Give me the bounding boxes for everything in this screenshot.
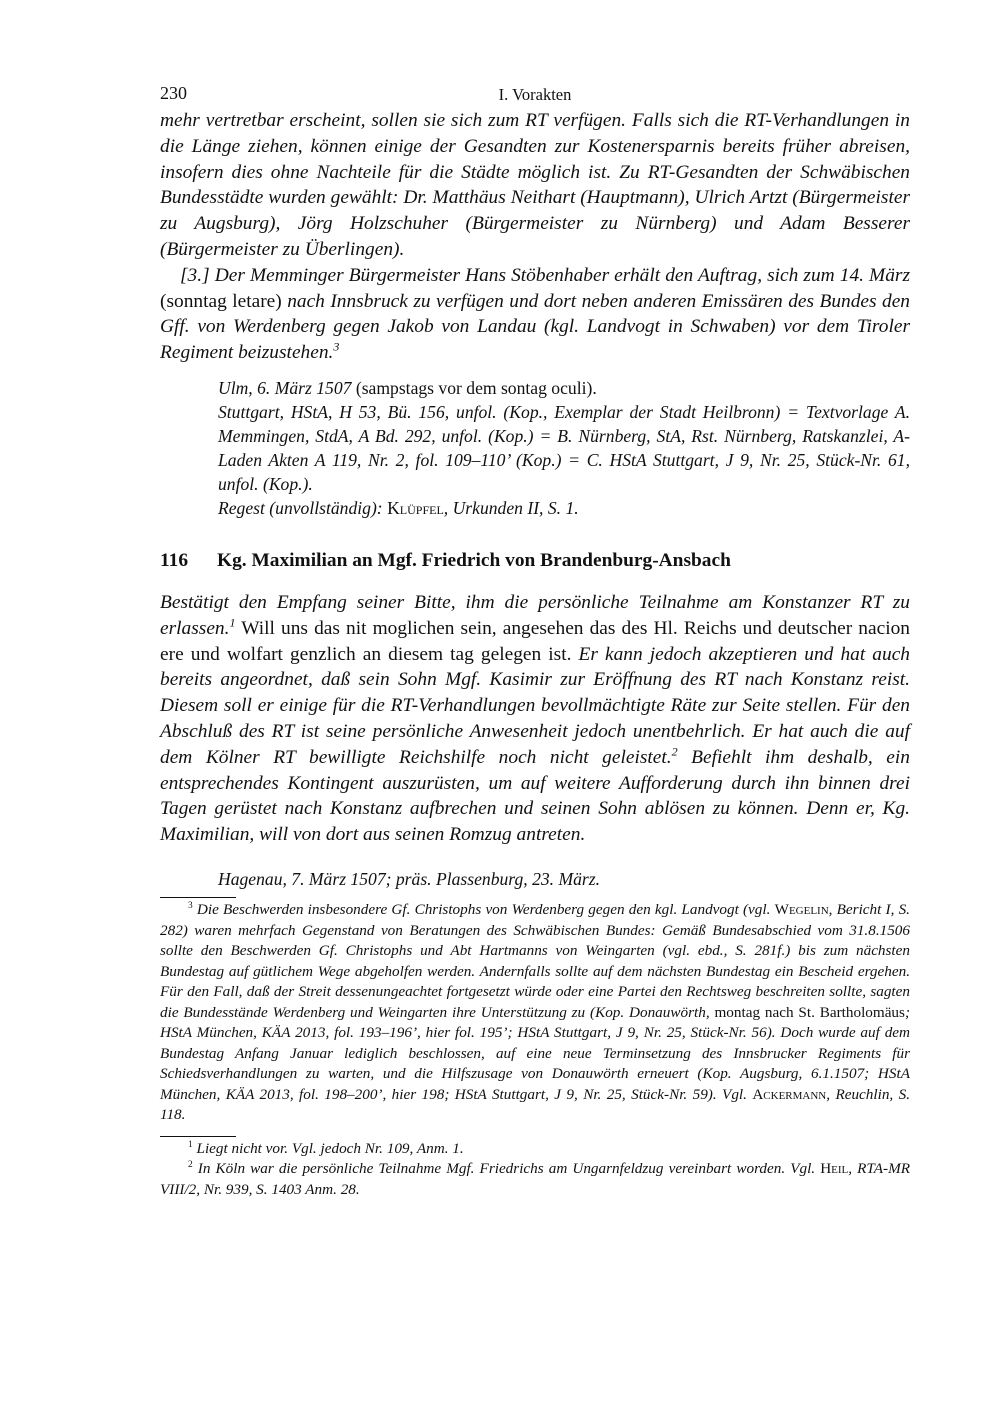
source-regest [218, 496, 910, 520]
intro-paragraph-3 [160, 263, 910, 366]
footnote-3-text-upright: montag nach St. Bartholomäus [714, 1003, 905, 1021]
footnote-3-text-c: ; HStA München, KÄA 2013, fol. 193–196’, hier fol. 195’; HStA Stuttgart, J 9, Nr. 25, Stück-Nr. 56). Doch wurde auf dem Bundestag Anfang Januar lediglich beschlossen, auf eine neue Terminsetzung des Innsbrucker Regiments für Schiedsverhandlungen zu warten, und die Hilfszusage von Donauwörth erneuert (Kop. Augsburg, 6.1.1507; HStA München, KÄA 2013, fol. 198–200’, hier 198; HStA Stuttgart, J 9, Nr. 25, Stück-Nr. 59). Vgl. [160, 1003, 911, 1103]
footnote-3-author-2: Ackermann [752, 1085, 827, 1103]
document-number: 116 [160, 549, 189, 571]
document-dateline: Hagenau, 7. März 1507; präs. Plassenburg, 23. März. [218, 869, 601, 890]
footnote-2 [160, 1159, 910, 1200]
footnote-rule-2 [160, 1136, 236, 1137]
regest-label: Regest (unvollständig): [218, 497, 388, 518]
intro-text-c: nach Innsbruck zu verfügen und dort neben anderen Emissären des Bundes den Gff. von Werdenberg gegen Jakob von Landau (kgl. Landvogt in Schwaben) vor dem Tiroler Regiment beizustehen. [160, 290, 911, 364]
intro-text-a: [3.] Der Memminger Bürgermeister Hans Stöbenhaber erhält den Auftrag, sich zum 14. März [180, 264, 910, 286]
body-quote: Will uns das nit moglichen sein, angesehen das des Hl. Reichs und deutscher nacion ere und wolfart genzlich an diesem tag gelegen ist. [160, 617, 910, 665]
body-summary-3: Befiehlt ihm deshalb, ein entsprechendes Kontingent auszurüsten, um auf weitere Aufforderung durch ihn binnen drei Tagen gerüstet nach Konstanz aufbrechen und seinen Sohn ablösen zu können. Denn er, Kg. Maximilian, will von dort aus seinen Romzug antreten. [160, 746, 910, 846]
source-archive: Stuttgart, HStA, H 53, Bü. 156, unfol. (Kop., Exemplar der Stadt Heilbronn) = Textvorlage A. Memmingen, StdA, A Bd. 292, unfol. (Kop.) = B. Nürnberg, StA, Rst. Nürnberg, Ratskanzlei, A-Laden Akten A 119, Nr. 2, fol. 109–110’ (Kop.) = C. HStA Stuttgart, J 9, Nr. 25, Stück-Nr. 61, unfol. (Kop.). [218, 401, 910, 494]
footnote-2-mark: 2 [188, 1160, 193, 1171]
footnote-3-text-a: Die Beschwerden insbesondere Gf. Christophs von Werdenberg gegen den kgl. Landvogt (vgl. [192, 901, 775, 919]
footnote-group-doc116 [160, 1136, 910, 1201]
document-title: Kg. Maximilian an Mgf. Friedrich von Brandenburg-Ansbach [217, 549, 731, 571]
running-head [160, 82, 910, 108]
footnote-3 [160, 900, 910, 1126]
footnote-1-mark: 1 [188, 1139, 193, 1150]
intro-paragraph [160, 108, 910, 263]
document-page [160, 82, 910, 1200]
document-heading [160, 548, 910, 574]
intro-text: mehr vertretbar erscheint, sollen sie sich zum RT verfügen. Falls sich die RT-Verhandlungen in die Länge ziehen, können einige der Gesandten zur Kostenersparnis bereits früher abreisen, insofern dies ohne Nachteile für die Städte möglich ist. Zu RT-Gesandten der Schwäbischen Bundesstädte wurden gewählt: Dr. Matthäus Neithart (Hauptmann), Ulrich Artzt (Bürgermeister zu Augsburg), Jörg Holzschuher (Bürgermeister zu Nürnberg) und Adam Besserer (Bürgermeister zu Überlingen). [160, 110, 910, 260]
footnote-1-text: Liegt nicht vor. Vgl. jedoch Nr. 109, Anm. 1. [192, 1139, 464, 1157]
document-body [160, 590, 910, 848]
footnote-ref-2[interactable]: 2 [671, 744, 678, 759]
intro-text-upright: (sonntag letare) [160, 290, 288, 312]
footnote-2-text-b: , RTA-MR VIII/2, Nr. 939, S. 1403 Anm. 28. [160, 1160, 910, 1198]
footnote-3-text-b: , Bericht I, S. 282) waren mehrfach Gegenstand von Beratungen des Schwäbischen Bundes: Gemäß Bundesabschied vom 31.8.1506 sollte den Beschwerden Gf. Christophs und Abt Hartmanns von Weingarten (vgl. ebd., S. 281f.) bis zum nächsten Bundestag auf gütlichem Wege abgeholfen werden. Andernfalls sollte auf dem nächsten Bundestag ein Bescheid ergehen. Für den Fall, daß der Streit dessenungeachtet fortgesetzt würde oder eine Partei den Rechtsweg beschreiten sollte, sagten die Bundesstände Werdenberg und Weingarten ihre Unterstützung zu (Kop. Donauwörth, [160, 901, 910, 1021]
source-date-upright: (sampstags vor dem sontag oculi). [351, 377, 597, 398]
source-date: Ulm, 6. März 1507 [218, 377, 352, 398]
body-summary-1: Bestätigt den Empfang seiner Bitte, ihm die persönliche Teilnahme am Konstanzer RT zu erlassen. [160, 591, 910, 639]
footnote-ref-1[interactable]: 1 [229, 615, 236, 630]
footnote-3-author-1: Wegelin [774, 901, 829, 919]
footnote-ref-3[interactable]: 3 [333, 339, 340, 354]
body-summary-2: Er kann jedoch akzeptieren und hat auch bereits angeordnet, daß sein Sohn Mgf. Kasimir zur Eröffnung des RT nach Konstanz reist. Diesem soll er einige für die RT-Verhandlungen bevollmächtigte Räte zur Seite stellen. Für den Abschluß des RT ist seine persönliche Anwesenheit jedoch unentbehrlich. Er hat auch die auf dem Kölner RT bewilligte Reichshilfe noch nicht geleistet. [160, 643, 910, 768]
regest-author: Klüpfel [387, 497, 444, 518]
footnote-1 [160, 1139, 910, 1160]
footnote-rule [160, 897, 236, 898]
source-dateline [218, 376, 910, 400]
page-number: 230 [160, 83, 187, 103]
running-head-title: I. Vorakten [498, 85, 572, 104]
footnote-3-text-d: , Reuchlin, S. 118. [160, 1085, 910, 1124]
footnote-2-text-a: In Köln war die persönliche Teilnahme Mgf. Friedrichs am Ungarnfeldzug vereinbart worden. Vgl. [192, 1160, 821, 1178]
regest-ref: , Urkunden II, S. 1. [443, 497, 579, 518]
footnote-2-author: Heil [820, 1160, 849, 1178]
footnote-3-mark: 3 [188, 901, 193, 912]
source-apparatus [218, 376, 910, 520]
